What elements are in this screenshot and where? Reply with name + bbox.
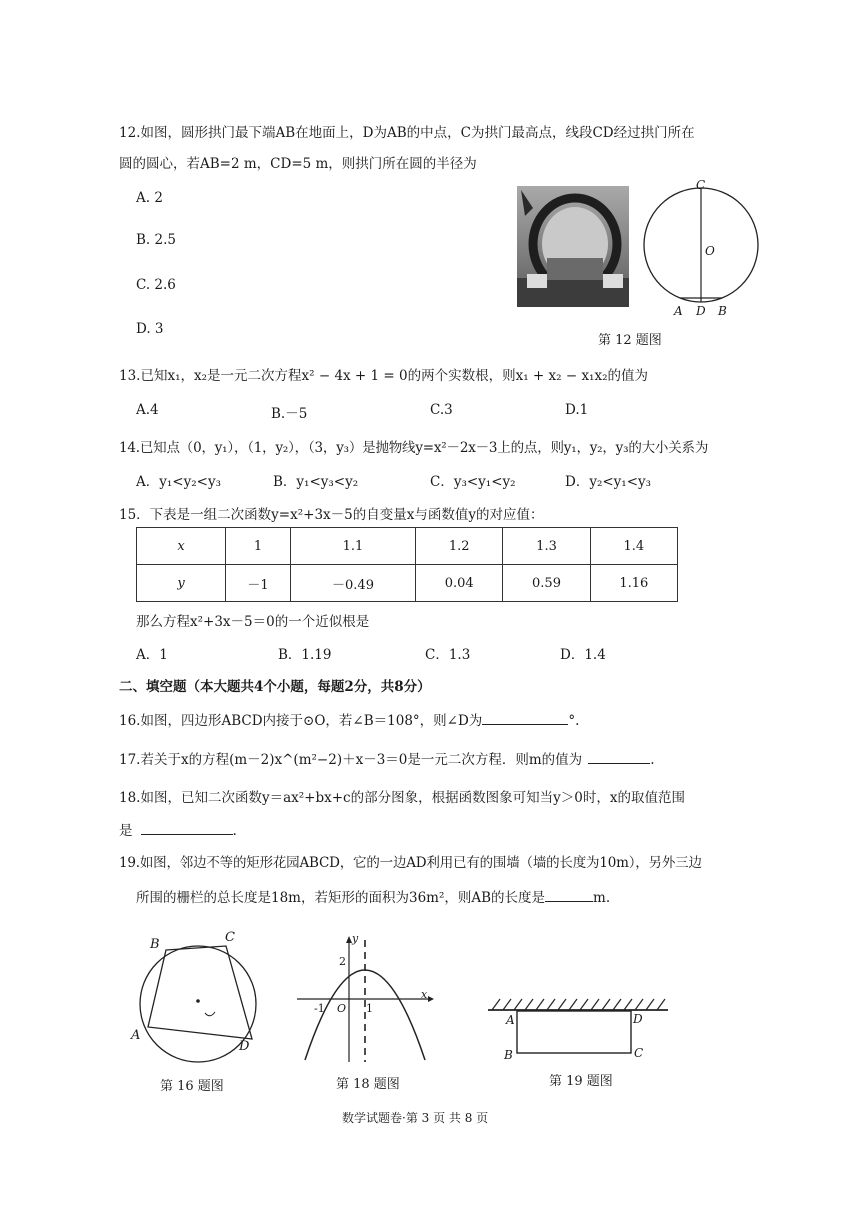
fig19-label-d: D	[633, 1012, 643, 1026]
table-header-y: y	[137, 565, 226, 602]
table-cell: 1.1	[290, 528, 415, 565]
fig18-label-x: x	[421, 988, 428, 1001]
fig16-caption: 第 16 题图	[160, 1079, 224, 1094]
fig18-label-one: 1	[366, 1002, 373, 1015]
q12-line1: 12.如图，圆形拱门最下端AB在地面上，D为AB的中点，C为拱门最高点，线段CD经过拱门所在	[119, 125, 695, 141]
q15-follow: 那么方程x²+3x－5＝0的一个近似根是	[136, 614, 370, 630]
q12-option-c[interactable]: C. 2.6	[136, 277, 176, 293]
fig19-label-c: C	[634, 1046, 644, 1060]
q16-after: °.	[568, 713, 580, 729]
q19-before: 所围的栅栏的总长度是18m，若矩形的面积为36m²，则AB的长度是	[136, 890, 546, 906]
q19-line1: 19.如图，邻边不等的矩形花园ABCD，它的一边AD利用已有的围墙（墙的长度为10m），另外三边	[119, 855, 702, 871]
q12-label-b: B	[718, 304, 727, 318]
table-cell: 0.59	[503, 565, 590, 602]
fig18-label-o: O	[337, 1002, 347, 1015]
section-2-heading: 二、填空题（本大题共4个小题，每题2分，共8分）	[119, 679, 431, 695]
q13-text: 13.已知x₁，x₂是一元二次方程x² − 4x + 1 = 0的两个实数根，则x₁ + x₂ − x₁x₂的值为	[119, 368, 648, 384]
fig18-caption: 第 18 题图	[336, 1077, 400, 1092]
fig19-label-a: A	[506, 1013, 515, 1027]
q18-answer-blank[interactable]	[141, 820, 233, 835]
q13-option-a[interactable]: A.4	[136, 402, 159, 418]
q16-answer-blank[interactable]	[482, 710, 568, 725]
q15-value-table	[136, 527, 678, 602]
q12-label-c: C	[696, 178, 706, 192]
q15-option-d[interactable]: D．1.4	[560, 647, 606, 663]
fig18-label-y: y	[352, 932, 359, 945]
fig19-label-b: B	[504, 1048, 513, 1062]
q17-after: .	[650, 752, 655, 768]
table-cell: 1.2	[416, 528, 503, 565]
q18-line1: 18.如图，已知二次函数y＝ax²+bx+c的部分图象，根据函数图象可知当y＞0时，x的取值范围	[119, 790, 685, 806]
q14-text: 14.已知点（0，y₁），（1，y₂），（3，y₃）是抛物线y=x²－2x－3上的点，则y₁，y₂，y₃的大小关系为	[119, 440, 709, 456]
table-cell: 0.04	[416, 565, 503, 602]
table-row-y	[137, 565, 678, 602]
q17-answer-blank[interactable]	[588, 749, 650, 764]
q14-option-a[interactable]: A．y₁<y₂<y₃	[136, 474, 221, 490]
fig18-label-neg1: -1	[314, 1002, 325, 1015]
arch-gate-photo	[517, 186, 629, 307]
q14-option-d[interactable]: D．y₂<y₁<y₃	[565, 474, 652, 490]
table-cell: －1	[226, 565, 291, 602]
page-footer: 数学试题卷·第 3 页 共 8 页	[342, 1111, 489, 1125]
table-row-x	[137, 528, 678, 565]
q16-text	[119, 709, 579, 729]
table-cell: 1.3	[503, 528, 590, 565]
q16-before: 16.如图，四边形ABCD内接于⊙O，若∠B＝108°，则∠D为	[119, 713, 483, 729]
q14-option-c[interactable]: C．y₃<y₁<y₂	[430, 474, 516, 490]
q15-option-c[interactable]: C．1.3	[425, 647, 471, 663]
q12-option-d[interactable]: D. 3	[136, 321, 164, 337]
q14-option-b[interactable]: B．y₁<y₃<y₂	[273, 474, 359, 490]
q17-text	[119, 748, 654, 768]
fig16-label-d: D	[239, 1039, 250, 1054]
q18-line2	[119, 819, 237, 839]
q13-option-d[interactable]: D.1	[565, 402, 589, 418]
q13-option-b[interactable]: B.－5	[271, 406, 308, 422]
q12-caption: 第 12 题图	[598, 333, 662, 348]
q18-after: .	[232, 823, 237, 839]
q13-option-c[interactable]: C.3	[430, 402, 453, 418]
q12-label-o: O	[705, 244, 715, 258]
q19-line2	[136, 886, 610, 906]
fig19-caption: 第 19 题图	[549, 1074, 613, 1089]
q17-before: 17.若关于x的方程(m－2)x^(m²−2)＋x－3＝0是一元二次方程．则m的值为	[119, 752, 583, 768]
q15-option-b[interactable]: B．1.19	[278, 647, 332, 663]
fig16-label-a: A	[131, 1028, 141, 1043]
q19-answer-blank[interactable]	[545, 887, 593, 902]
table-cell: 1.16	[590, 565, 677, 602]
arch-gate-drawing	[517, 186, 629, 307]
fig16-label-b: B	[150, 937, 160, 952]
fig18-label-two: 2	[339, 955, 346, 968]
table-cell: 1	[226, 528, 291, 565]
q12-label-a: A	[674, 304, 683, 318]
table-cell: 1.4	[590, 528, 677, 565]
q15-option-a[interactable]: A．1	[136, 647, 168, 663]
fig16-label-c: C	[225, 930, 235, 945]
table-cell: －0.49	[290, 565, 415, 602]
table-header-x: x	[137, 528, 226, 565]
q19-after: m.	[593, 890, 611, 906]
q15-text: 15．下表是一组二次函数y=x²+3x－5的自变量x与函数值y的对应值：	[119, 507, 544, 523]
q12-line2: 圆的圆心，若AB=2 m，CD=5 m，则拱门所在圆的半径为	[119, 156, 477, 172]
q12-option-b[interactable]: B. 2.5	[136, 232, 176, 248]
q12-label-d: D	[696, 304, 706, 318]
q12-option-a[interactable]: A. 2	[136, 190, 163, 206]
q18-before: 是	[119, 823, 133, 839]
